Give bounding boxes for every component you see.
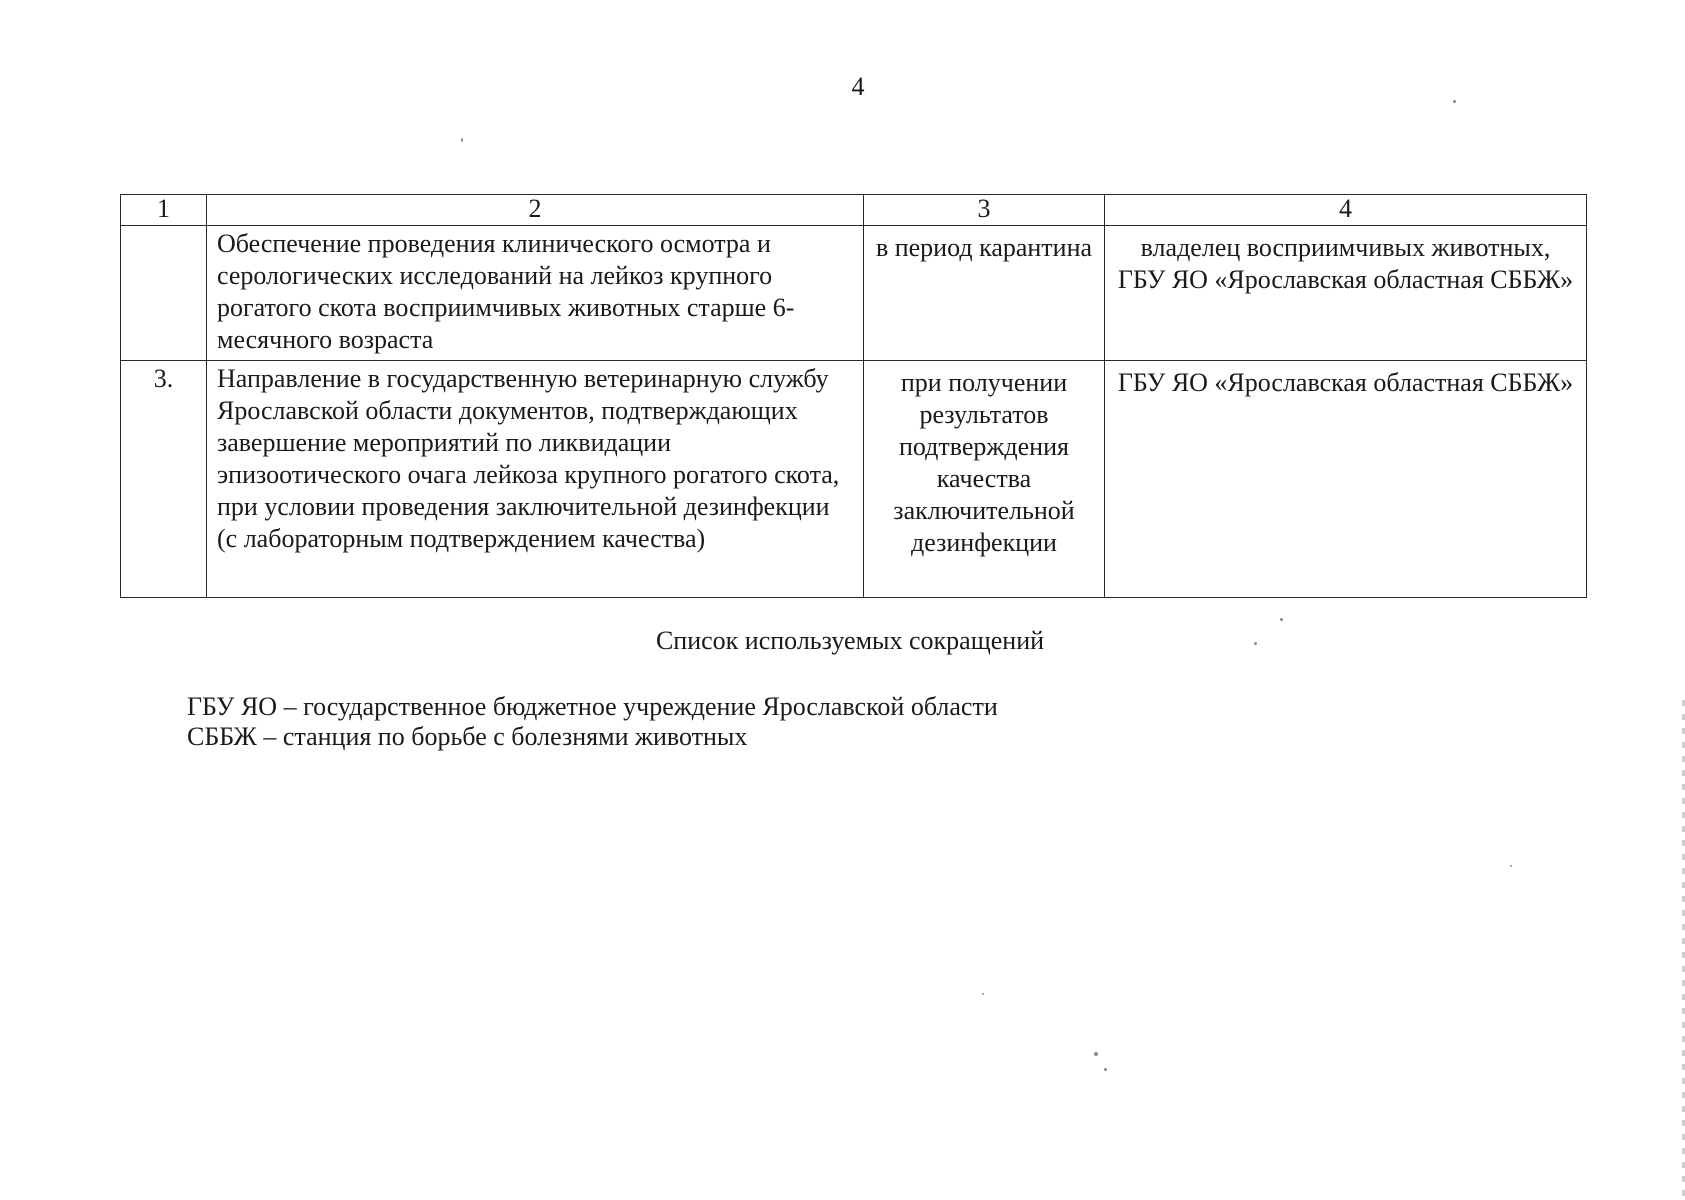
abbreviations-title: Список используемых сокращений <box>655 626 1045 655</box>
period-cell: в период карантина <box>864 226 1105 361</box>
table-header-cell: 1 <box>121 195 207 226</box>
measure-description-cell: Обеспечение проведения клинического осмотра и серологических исследований на лейкоз крупного рогатого скота восприимчивых животных старше 6-месячного возраста <box>207 226 864 361</box>
responsible-cell: владелец восприимчивых животных, ГБУ ЯО «Ярославская областная СББЖ» <box>1105 226 1587 361</box>
abbreviations-list <box>187 692 998 752</box>
table-header-row <box>121 195 1587 226</box>
table-row <box>121 361 1587 598</box>
responsible-cell: ГБУ ЯО «Ярославская областная СББЖ» <box>1105 361 1587 598</box>
table-header-cell: 2 <box>207 195 864 226</box>
row-number-cell: 3. <box>121 361 207 598</box>
table-row <box>121 226 1587 361</box>
scan-speck <box>461 138 463 142</box>
measure-description-cell: Направление в государственную ветеринарную службу Ярославской области документов, подтверждающих завершение мероприятий по ликвидации эпизоотического очага лейкоза крупного рогатого скота, при условии проведения заключительной дезинфекции (с лабораторным подтверждением качества) <box>207 361 864 598</box>
measures-table <box>120 194 1587 598</box>
row-number-cell <box>121 226 207 361</box>
abbreviation-item: ГБУ ЯО – государственное бюджетное учреждение Ярославской области <box>187 692 998 721</box>
scan-speck <box>1094 1052 1098 1056</box>
period-cell: при получении результатов подтверждения качества заключительной дезинфекции <box>864 361 1105 598</box>
scan-speck <box>1104 1068 1107 1071</box>
page-number: 4 <box>851 72 865 101</box>
abbreviation-item: СББЖ – станция по борьбе с болезнями животных <box>187 722 748 751</box>
scan-speck <box>1280 618 1283 621</box>
scan-speck <box>982 993 984 995</box>
table-header-cell: 3 <box>864 195 1105 226</box>
scan-speck <box>1254 642 1257 645</box>
scan-speck <box>1453 100 1456 103</box>
scan-speck <box>1510 865 1512 867</box>
table-header-cell: 4 <box>1105 195 1587 226</box>
